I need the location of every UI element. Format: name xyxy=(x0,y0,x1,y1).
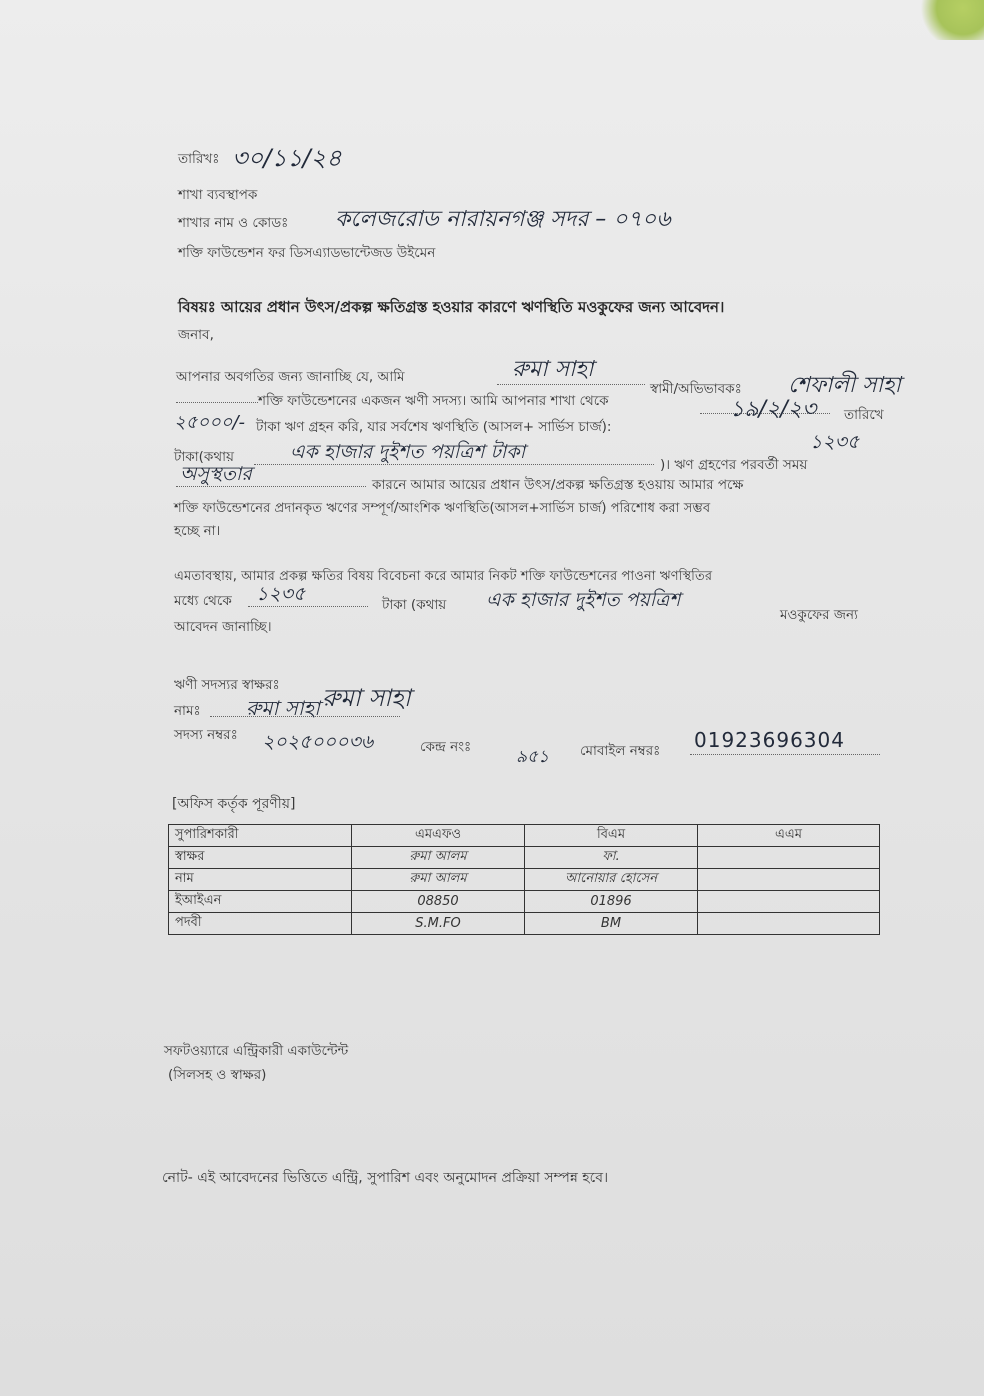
mobile-label: মোবাইল নম্বরঃ xyxy=(580,743,661,759)
p1-g: )। ঋণ গ্রহণের পরবর্তী সময় xyxy=(660,457,808,473)
leaf-corner xyxy=(914,0,984,40)
balance-hand: ১২৩৫ xyxy=(810,431,860,453)
office-header-row xyxy=(169,825,880,847)
office-cell-bm: BM xyxy=(525,913,698,935)
office-cell-bm: 01896 xyxy=(525,891,698,913)
office-row-label: নাম xyxy=(169,869,352,891)
p2-e: আবেদন জানাচ্ছি। xyxy=(174,619,272,635)
office-cell-am xyxy=(698,913,880,935)
accountant-label: সফটওয়্যারে এন্ট্রিকারী একাউন্টেন্ট xyxy=(164,1043,349,1059)
waive-words-hand: এক হাজার দুইশত পয়ত্রিশ xyxy=(486,589,681,611)
office-cell-mfo: S.M.FO xyxy=(352,913,525,935)
waive-amount-hand: ১২৩৫ xyxy=(256,583,306,605)
office-cell-bm: আনোয়ার হোসেন xyxy=(525,869,698,891)
date-label: তারিখঃ xyxy=(178,151,220,167)
office-table xyxy=(168,824,880,935)
p1-c: শক্তি ফাউন্ডেশনের একজন ঋণী সদস্য। আমি আপনার শাখা থেকে xyxy=(258,393,609,409)
loan-date-hand: ১৯/২/২৩ xyxy=(730,397,817,422)
branch-value: কলেজরোড নারায়নগঞ্জ সদর – ০৭০৬ xyxy=(335,207,671,232)
office-row-label: ইআইএন xyxy=(169,891,352,913)
office-row-label: পদবী xyxy=(169,913,352,935)
balance-words-hand: এক হাজার দুইশত পয়ত্রিশ টাকা xyxy=(290,441,526,463)
member-sign-label: ঋণী সদস্যর স্বাক্ষরঃ xyxy=(174,677,280,693)
p1-f: টাকা(কথায় xyxy=(174,449,234,465)
loan-amount-hand: ২৫০০০/- xyxy=(174,412,246,433)
office-row xyxy=(169,891,880,913)
office-header-cell: এএম xyxy=(698,825,880,847)
center-label: কেন্দ্র নংঃ xyxy=(420,739,472,755)
manager-label: শাখা ব্যবস্থাপক xyxy=(178,187,258,203)
p2-b: মধ্যে থেকে xyxy=(174,593,232,609)
seal-label: (সিলসহ ও স্বাক্ষর) xyxy=(168,1067,267,1083)
office-cell-mfo: 08850 xyxy=(352,891,525,913)
guardian-hand: শেফালী সাহা xyxy=(788,373,901,398)
p2-a: এমতাবস্থায়, আমার প্রকল্প ক্ষতির বিষয় বিবেচনা করে আমার নিকট শক্তি ফাউন্ডেশনের পাওনা ঋণস্থিতির xyxy=(174,569,713,584)
p1-h: কারনে আমার আয়ের প্রধান উৎস/প্রকল্প ক্ষতিগ্রস্ত হওয়ায় আমার পক্ষে xyxy=(372,477,744,493)
member-id-label: সদস্য নম্বরঃ xyxy=(174,727,238,743)
org-name: শক্তি ফাউন্ডেশন ফর ডিসএ্যাডভান্টেজড উইমেন xyxy=(178,245,436,261)
reason-hand: অসুস্থতার xyxy=(180,463,252,485)
date-value: ৩০/১১/২৪ xyxy=(232,144,342,172)
member-signature: রুমা সাহা xyxy=(322,684,411,712)
note-text: নোট- এই আবেদনের ভিত্তিতে এন্ট্রি, সুপারিশ এবং অনুমোদন প্রক্রিয়া সম্পন্ন হবে। xyxy=(162,1170,609,1186)
p1-d: তারিখে xyxy=(844,407,884,423)
p1-b: স্বামী/অভিভাবকঃ xyxy=(650,381,742,397)
office-row xyxy=(169,847,880,869)
member-name-hand: রুমা সাহা xyxy=(512,357,594,382)
office-label: [অফিস কর্তৃক পূরণীয়] xyxy=(172,796,296,812)
p1-a: আপনার অবগতির জন্য জানাচ্ছি যে, আমি xyxy=(176,369,405,385)
office-cell-mfo: রুমা আলম xyxy=(352,847,525,869)
office-cell-bm: ফা. xyxy=(525,847,698,869)
branch-label: শাখার নাম ও কোডঃ xyxy=(178,215,289,231)
office-row xyxy=(169,913,880,935)
p1-e: টাকা ঋণ গ্রহন করি, যার সর্বশেষ ঋণস্থিতি (আসল+ সার্ভিস চার্জ): xyxy=(256,419,612,435)
office-header-cell: সুপারিশকারী xyxy=(169,825,352,847)
p2-d: মওকুফের জন্য xyxy=(780,607,858,623)
p1-j: হচ্ছে না। xyxy=(174,523,221,539)
subject-line: বিষয়ঃ আয়ের প্রধান উৎস/প্রকল্প ক্ষতিগ্রস্ত হওয়ার কারণে ঋণস্থিতি মওকুফের জন্য আবেদন। xyxy=(178,298,725,316)
p2-c: টাকা (কথায় xyxy=(382,597,447,613)
office-cell-am xyxy=(698,847,880,869)
center-value: ৯৫১ xyxy=(516,747,550,767)
office-cell-am xyxy=(698,869,880,891)
office-row xyxy=(169,869,880,891)
member-name-label: নামঃ xyxy=(174,703,201,719)
office-cell-am xyxy=(698,891,880,913)
member-id-value: ২০২৫০০০৩৬ xyxy=(262,731,374,753)
office-cell-mfo: রুমা আলম xyxy=(352,869,525,891)
office-row-label: স্বাক্ষর xyxy=(169,847,352,869)
member-name-value: রুমা সাহা xyxy=(246,696,320,720)
office-header-cell: বিএম xyxy=(525,825,698,847)
salutation: জনাব, xyxy=(178,327,214,343)
mobile-value: 01923696304 xyxy=(694,728,845,752)
office-header-cell: এমএফও xyxy=(352,825,525,847)
p1-i: শক্তি ফাউন্ডেশনের প্রদানকৃত ঋণের সম্পূর্ণ/আংশিক ঋণস্থিতি(আসল+সার্ভিস চার্জ) পরিশোধ করা সম্ভব xyxy=(174,501,711,516)
